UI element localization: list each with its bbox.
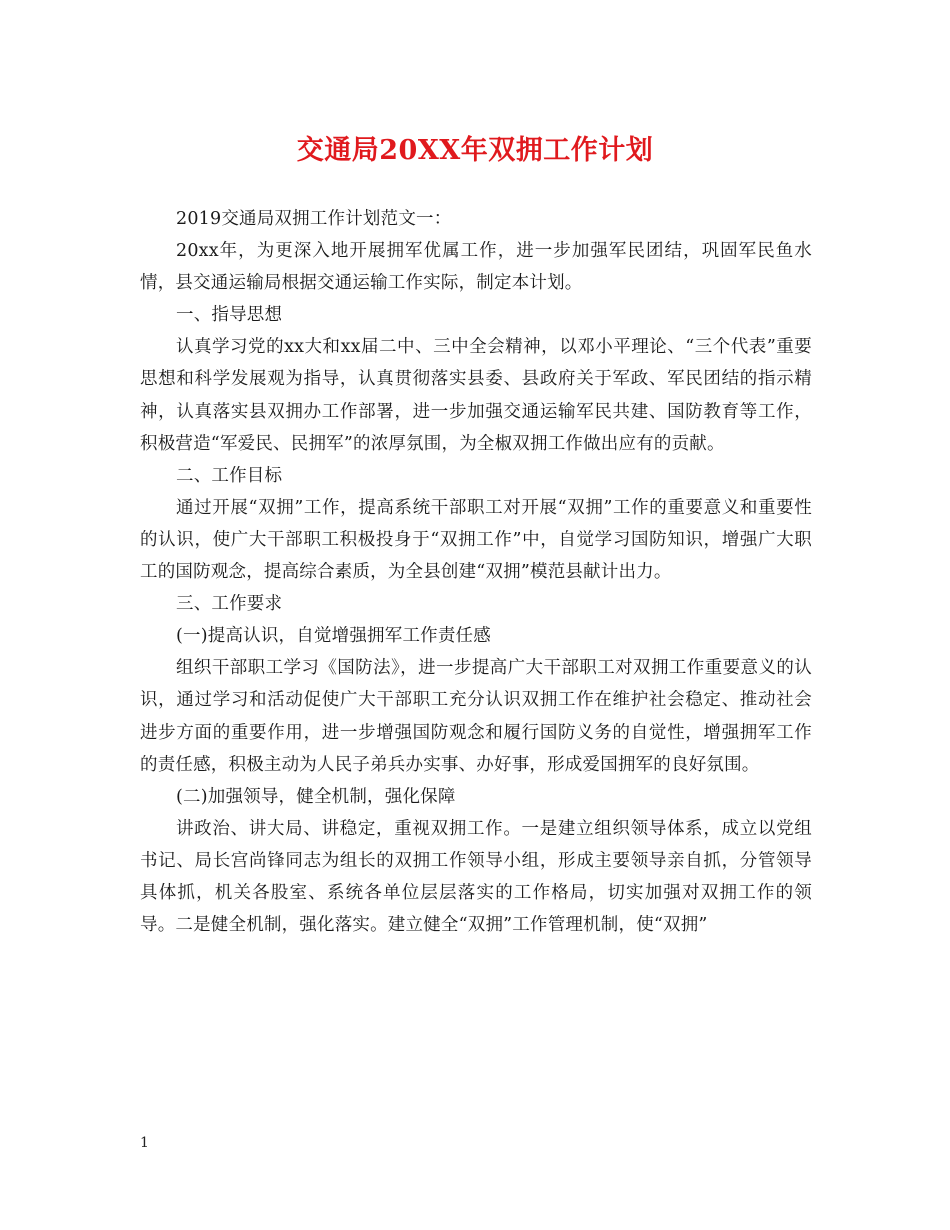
paragraph-intro-heading: 2019交通局双拥工作计划范文一： <box>176 209 452 229</box>
section-heading-guiding-ideology: 一、指导思想 <box>176 305 283 326</box>
subsection-heading-2: (二)加强领导，健全机制，强化保障 <box>176 786 456 807</box>
document-body <box>140 203 812 941</box>
section-heading-work-requirements: 三、工作要求 <box>176 594 283 615</box>
document-title: 交通局20XX年双拥工作计划 <box>296 135 654 166</box>
subsection-heading-1: (一)提高认识，自觉增强拥军工作责任感 <box>176 626 491 647</box>
paragraph-work-goals: 通过开展“双拥”工作，提高系统干部职工对开展“双拥”工作的重要意义和重要性的认识，使广大干部职工积极投身于“双拥工作”中，自觉学习国防知识，增强广大职工的国防观念，提高综合素质，为全县创建“双拥”模范县献计出力。 <box>140 497 812 583</box>
section-heading-work-goals: 二、工作目标 <box>176 465 283 486</box>
paragraph-intro: 20xx年，为更深入地开展拥军优属工作，进一步加强军民团结，巩固军民鱼水情，县交通运输局根据交通运输工作实际，制定本计划。 <box>140 241 812 294</box>
paragraph-subsection-1: 组织干部职工学习《国防法》，进一步提高广大干部职工对双拥工作重要意义的认识，通过学习和活动促使广大干部职工充分认识双拥工作在维护社会稳定、推动社会进步方面的重要作用，进一步增强国防观念和履行国防义务的自觉性，增强拥军工作的责任感，积极主动为人民子弟兵办实事、办好事，形成爱国拥军的良好氛围。 <box>140 658 812 775</box>
paragraph-guiding-ideology: 认真学习党的xx大和xx届二中、三中全会精神，以邓小平理论、“三个代表”重要思想和科学发展观为指导，认真贯彻落实县委、县政府关于军政、军民团结的指示精神，认真落实县双拥办工作部署，进一步加强交通运输军民共建、国防教育等工作，积极营造“军爱民、民拥军”的浓厚氛围，为全椒双拥工作做出应有的贡献。 <box>140 337 812 454</box>
page-number: 1 <box>140 1135 149 1151</box>
paragraph-subsection-2: 讲政治、讲大局、讲稳定，重视双拥工作。一是建立组织领导体系，成立以党组书记、局长宫尚锋同志为组长的双拥工作领导小组，形成主要领导亲自抓，分管领导具体抓，机关各股室、系统各单位层层落实的工作格局，切实加强对双拥工作的领导。二是健全机制，强化落实。建立健全“双拥”工作管理机制，使“双拥” <box>140 818 812 936</box>
